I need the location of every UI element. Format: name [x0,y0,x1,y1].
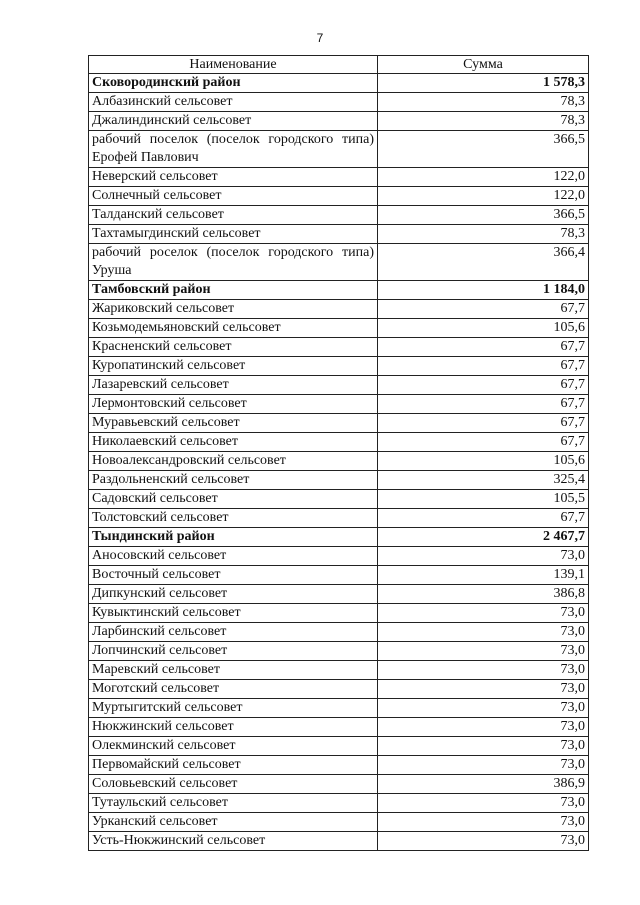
row-name-cell: Толстовский сельсовет [89,509,378,528]
district-row [89,74,589,93]
table-body [89,74,589,851]
table-row [89,832,589,851]
row-sum-cell: 73,0 [378,680,589,699]
row-sum-cell: 67,7 [378,433,589,452]
row-sum-cell: 73,0 [378,794,589,813]
row-name-cell: Лопчинский сельсовет [89,642,378,661]
table-row [89,433,589,452]
row-sum-cell: 73,0 [378,756,589,775]
table-row [89,813,589,832]
table-row [89,509,589,528]
row-sum-cell: 73,0 [378,547,589,566]
table-row [89,131,589,168]
table-row [89,756,589,775]
table-row [89,699,589,718]
row-sum-cell: 67,7 [378,338,589,357]
row-sum-cell: 73,0 [378,737,589,756]
row-sum-cell: 105,6 [378,319,589,338]
row-name-cell: Дипкунский сельсовет [89,585,378,604]
table-row [89,338,589,357]
row-name-cell: Албазинский сельсовет [89,93,378,112]
row-sum-cell: 73,0 [378,604,589,623]
column-header-sum: Сумма [378,56,589,74]
row-name-cell: Нюкжинский сельсовет [89,718,378,737]
table-row [89,452,589,471]
district-row [89,528,589,547]
table-row [89,585,589,604]
column-header-name: Наименование [89,56,378,74]
row-name-cell: Аносовский сельсовет [89,547,378,566]
row-name-cell: Ларбинский сельсовет [89,623,378,642]
row-name-cell: Козьмодемьяновский сельсовет [89,319,378,338]
row-sum-cell: 67,7 [378,376,589,395]
table-row [89,490,589,509]
row-sum-cell: 78,3 [378,112,589,131]
table-header-row [89,56,589,74]
row-sum-cell: 78,3 [378,225,589,244]
row-sum-cell: 1 184,0 [378,281,589,300]
row-name-cell: Лермонтовский сельсовет [89,395,378,414]
row-name-cell: Усть-Нюкжинский сельсовет [89,832,378,851]
row-sum-cell: 73,0 [378,832,589,851]
row-sum-cell: 366,5 [378,131,589,168]
row-name-cell: Раздольненский сельсовет [89,471,378,490]
table-row [89,225,589,244]
row-name-cell: Моготский сельсовет [89,680,378,699]
table-row [89,604,589,623]
table-row [89,357,589,376]
row-sum-cell: 67,7 [378,509,589,528]
row-sum-cell: 73,0 [378,661,589,680]
table-row [89,775,589,794]
row-sum-cell: 386,9 [378,775,589,794]
row-sum-cell: 139,1 [378,566,589,585]
table-row [89,718,589,737]
table-row [89,414,589,433]
row-sum-cell: 366,5 [378,206,589,225]
row-name-cell: Красненский сельсовет [89,338,378,357]
table-row [89,206,589,225]
row-name-cell: Тамбовский район [89,281,378,300]
table-row [89,547,589,566]
row-name-cell: Муравьевский сельсовет [89,414,378,433]
table-row [89,794,589,813]
row-sum-cell: 386,8 [378,585,589,604]
row-sum-cell: 325,4 [378,471,589,490]
table-row [89,168,589,187]
row-name-cell: рабочий поселок (поселок городского типа) Ерофей Павлович [89,131,378,168]
row-name-cell: Муртыгитский сельсовет [89,699,378,718]
row-sum-cell: 1 578,3 [378,74,589,93]
row-sum-cell: 2 467,7 [378,528,589,547]
row-name-cell: Восточный сельсовет [89,566,378,585]
table-row [89,112,589,131]
table-row [89,187,589,206]
table-row [89,376,589,395]
row-sum-cell: 105,6 [378,452,589,471]
row-name-cell: Куропатинский сельсовет [89,357,378,376]
row-sum-cell: 122,0 [378,187,589,206]
row-name-cell: Солнечный сельсовет [89,187,378,206]
table-row [89,300,589,319]
row-sum-cell: 67,7 [378,395,589,414]
row-sum-cell: 78,3 [378,93,589,112]
table-row [89,244,589,281]
row-sum-cell: 122,0 [378,168,589,187]
table-row [89,395,589,414]
row-name-cell: Жариковский сельсовет [89,300,378,319]
table-row [89,623,589,642]
table-row [89,566,589,585]
row-name-cell: Урканский сельсовет [89,813,378,832]
budget-table [88,55,589,851]
row-name-cell: Тындинский район [89,528,378,547]
table-row [89,661,589,680]
row-name-cell: Тахтамыгдинский сельсовет [89,225,378,244]
row-name-cell: Джалиндинский сельсовет [89,112,378,131]
row-sum-cell: 105,5 [378,490,589,509]
table-row [89,93,589,112]
page-number: 7 [316,31,324,45]
row-sum-cell: 67,7 [378,414,589,433]
table-row [89,471,589,490]
row-name-cell: Соловьевский сельсовет [89,775,378,794]
row-name-cell: Маревский сельсовет [89,661,378,680]
row-name-cell: Садовский сельсовет [89,490,378,509]
table-row [89,642,589,661]
table-row [89,680,589,699]
row-name-cell: Неверский сельсовет [89,168,378,187]
row-name-cell: рабочий роселок (поселок городского типа) Уруша [89,244,378,281]
row-name-cell: Сковородинский район [89,74,378,93]
row-sum-cell: 67,7 [378,300,589,319]
row-name-cell: Талданский сельсовет [89,206,378,225]
row-sum-cell: 73,0 [378,718,589,737]
row-sum-cell: 67,7 [378,357,589,376]
table-row [89,737,589,756]
row-name-cell: Олекминский сельсовет [89,737,378,756]
row-sum-cell: 366,4 [378,244,589,281]
row-name-cell: Первомайский сельсовет [89,756,378,775]
row-name-cell: Тутаульский сельсовет [89,794,378,813]
table-row [89,319,589,338]
row-name-cell: Кувыктинский сельсовет [89,604,378,623]
row-sum-cell: 73,0 [378,623,589,642]
row-sum-cell: 73,0 [378,699,589,718]
district-row [89,281,589,300]
row-name-cell: Лазаревский сельсовет [89,376,378,395]
row-name-cell: Николаевский сельсовет [89,433,378,452]
row-sum-cell: 73,0 [378,642,589,661]
row-name-cell: Новоалександровский сельсовет [89,452,378,471]
row-sum-cell: 73,0 [378,813,589,832]
